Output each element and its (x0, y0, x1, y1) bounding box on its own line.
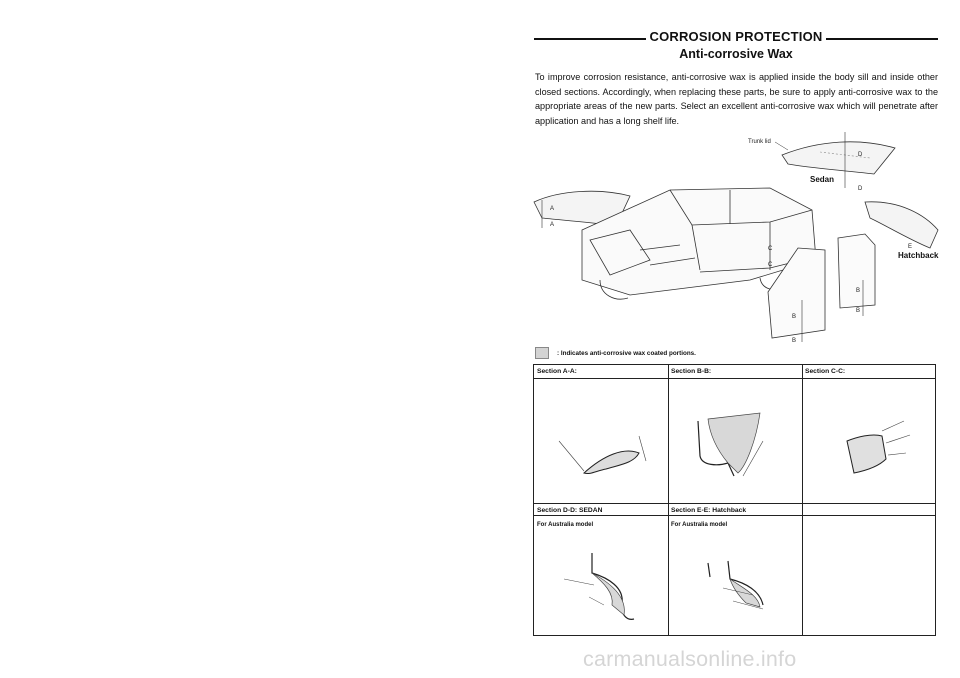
body-diagram (520, 130, 950, 350)
section-subtitle-note: For Australia model (537, 522, 594, 528)
section-grid (533, 364, 936, 636)
marker-c-top: C (768, 246, 773, 252)
page-header (534, 29, 938, 47)
trunk-lid-label: Trunk lid (748, 139, 771, 145)
sedan-label: Sedan (810, 175, 835, 184)
legend-text: : Indicates anti-corrosive wax coated portions. (557, 349, 696, 357)
section-e-e-drawing (668, 533, 802, 633)
marker-e: E (908, 244, 913, 250)
section-b-b-drawing (668, 381, 802, 501)
section-a-a-drawing (534, 381, 668, 501)
marker-b-front-top: B (792, 314, 797, 320)
section-title: Section E-E: Hatchback (671, 507, 747, 514)
section-c-c-drawing (802, 381, 937, 501)
empty-cell (802, 503, 937, 636)
legend (535, 346, 696, 360)
marker-a-top: A (550, 206, 555, 212)
page-title: CORROSION PROTECTION (646, 29, 825, 44)
trunk-lid-illustration (775, 132, 895, 188)
marker-c-bottom: C (768, 262, 773, 268)
marker-d-top: D (858, 152, 863, 158)
marker-b-front-bottom: B (792, 338, 797, 344)
intro-paragraph: To improve corrosion resistance, anti-corrosive wax is applied inside the body sill and inside other closed sections. Accordingly, when replacing these parts, be sure to apply anti-corrosive wax to the appropriate areas of the new parts. Select an excellent anti-corrosive wax which will penetrate after application and has a long shelf life. (535, 72, 938, 126)
section-a-a (534, 365, 668, 503)
section-title: Section D-D: SEDAN (537, 507, 603, 514)
section-b-b (668, 365, 802, 503)
rear-door-illustration (838, 234, 875, 316)
marker-a-bottom: A (550, 222, 555, 228)
section-subtitle: Anti-corrosive Wax (679, 47, 793, 61)
marker-b-rear-top: B (856, 288, 861, 294)
section-subtitle-note: For Australia model (671, 522, 728, 528)
marker-b-rear-bottom: B (856, 308, 861, 314)
watermark: carmanualsonline.info (583, 647, 797, 671)
hatchback-label: Hatchback (898, 251, 939, 260)
hatchback-illustration (865, 202, 938, 248)
section-d-d (534, 503, 668, 636)
section-title: Section C-C: (805, 368, 846, 375)
section-title: Section B-B: (671, 368, 712, 375)
wax-swatch (535, 347, 549, 359)
marker-d-bottom: D (858, 186, 863, 192)
section-e-e (668, 503, 802, 636)
section-d-d-drawing (534, 533, 668, 633)
section-title: Section A-A: (537, 368, 577, 375)
section-c-c (802, 365, 937, 503)
